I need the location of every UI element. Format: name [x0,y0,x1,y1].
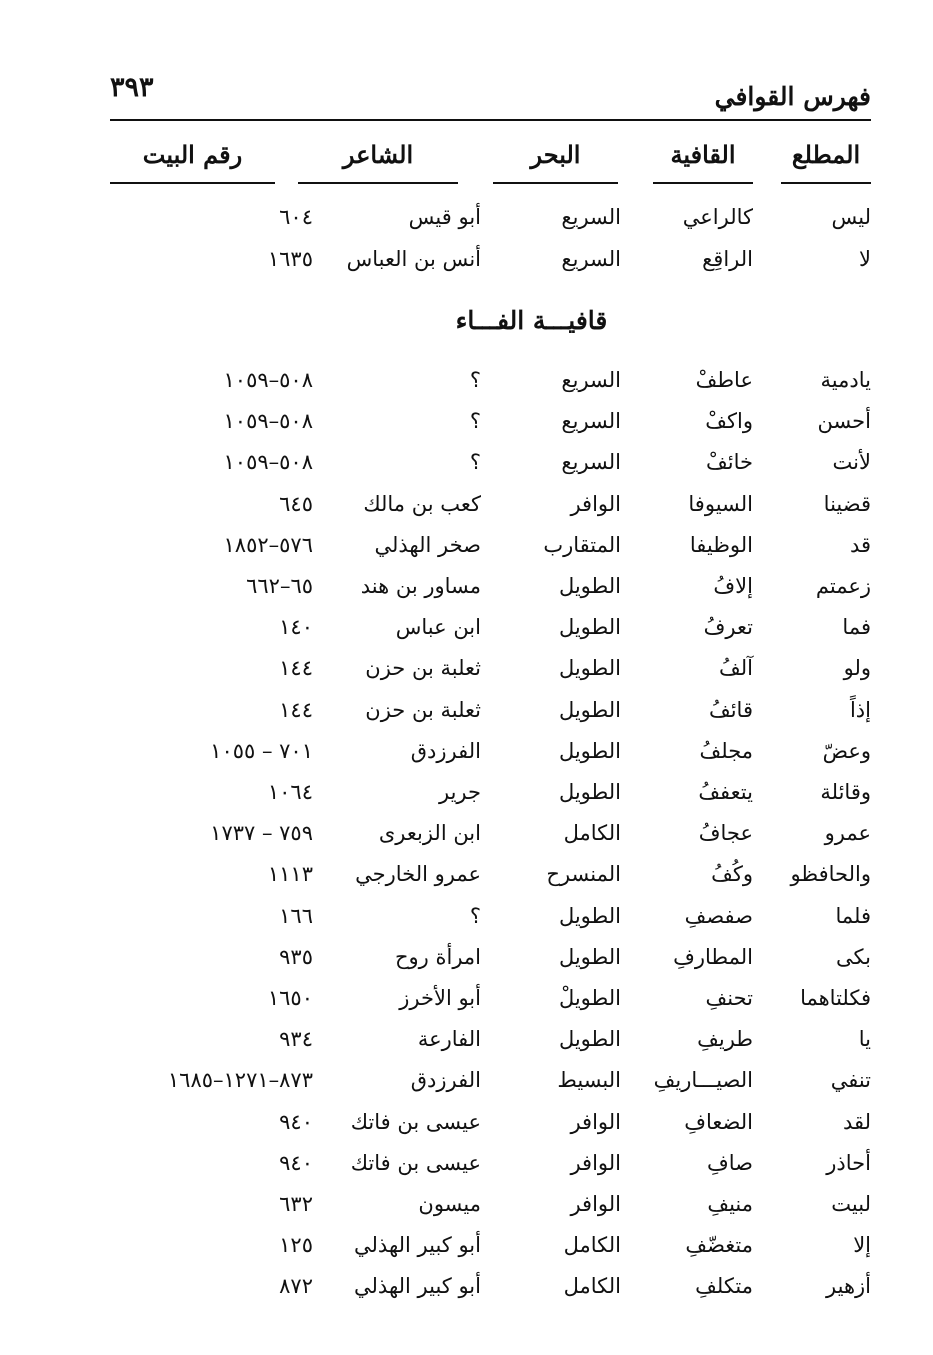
verse-number-cell: ٨٧٢ [279,1274,313,1299]
qafia-cell: خائفْ [706,450,753,475]
table-row [0,1068,933,1108]
qafia-cell: طريفِ [697,1027,753,1052]
bahr-cell: الطويل [558,615,621,640]
bahr-cell: الطويل [558,944,621,969]
poet-cell: صخر الهذلي [374,532,481,557]
table-row [0,739,933,779]
column-label: القافية [670,140,736,169]
poet-cell: ابن عباس [395,615,481,640]
poet-cell: عمرو الخارجي [355,862,481,887]
table-row [0,247,933,287]
column-header-bahr [493,140,618,169]
verse-number-cell: ٩٤٠ [279,1150,313,1175]
bahr-cell: الطويل [558,574,621,598]
table-row [0,821,933,861]
matla-cell: زعمتم [815,574,871,598]
section-title: قافيـــة الفـــاء [455,306,608,335]
matla-cell: أحسن [817,409,871,434]
poet-cell: عيسى بن فاتك [350,1109,481,1134]
bahr-cell: البسيط [557,1068,621,1093]
verse-number-cell: ١٤٤ [279,656,313,681]
verse-number-cell: ٦٥–٦٦٢ [246,574,313,598]
qafia-cell: قائفُ [708,697,753,722]
poet-cell: أنس بن العباس [346,247,481,271]
poet-cell: كعب بن مالك [363,491,481,516]
table-row [0,986,933,1026]
bahr-cell: السريع [561,450,621,475]
qafia-cell: صفصفِ [684,903,753,928]
verse-number-cell: ١٤٤ [279,697,313,722]
matla-cell: والحافظو [790,862,871,887]
verse-number-cell: ١٠٦٤ [267,780,313,804]
qafia-cell: إلافُ [713,574,753,598]
matla-cell: يادمية [820,368,871,392]
matla-cell: فكلتاهما [800,986,871,1010]
table-row [0,1027,933,1067]
matla-cell: قضينا [823,491,871,516]
qafia-cell: آلفُ [719,656,753,681]
verse-number-cell: ٩٤٠ [279,1109,313,1134]
table-row [0,533,933,573]
verse-number-cell: ٥٧٦–١٨٥٢ [223,532,313,557]
matla-cell: فلما [835,903,871,928]
table-row [0,492,933,532]
poet-cell: الفرزدق [410,1068,481,1093]
matla-cell: لقد [842,1109,871,1134]
verse-number-cell: ١١١٣ [267,862,313,887]
bahr-cell: الكامل [563,1233,621,1258]
table-row [0,615,933,655]
poet-cell: امرأة روح [394,944,481,969]
poet-cell: ابن الزبعرى [378,821,481,846]
poet-cell: ميسون [418,1192,481,1216]
matla-cell: تنفي [830,1068,871,1093]
table-row [0,205,933,245]
poet-cell: أبو قيس [408,205,481,229]
poet-cell: الفرزدق [410,738,481,763]
matla-cell: لبيت [831,1192,871,1216]
qafia-cell: السيوفا [688,491,753,516]
bahr-cell: الوافر [570,1109,621,1134]
column-underline [781,182,871,184]
table-row [0,904,933,944]
qafia-cell: متغضّفِ [685,1233,753,1258]
poet-cell: أبو الأخرز [399,986,481,1010]
matla-cell: يا [858,1027,871,1052]
table-row [0,368,933,408]
qafia-cell: تعرفُ [703,615,753,640]
table-row [0,698,933,738]
column-underline [653,182,753,184]
matla-cell: لا [859,247,871,271]
verse-number-cell: ٩٣٥ [279,944,313,969]
table-row [0,409,933,449]
verse-number-cell: ٥٠٨–١٠٥٩ [223,450,313,475]
table-row [0,1151,933,1191]
matla-cell: فما [842,615,871,640]
poet-cell: ثعلبة بن حزن [365,656,481,681]
qafia-cell: الراقِع [702,247,753,271]
matla-cell: إلا [853,1233,871,1258]
column-label: البحر [530,140,581,169]
poet-cell: ؟ [469,450,481,475]
table-row [0,1274,933,1314]
verse-number-cell: ٥٠٨–١٠٥٩ [223,409,313,434]
qafia-cell: الصيـــاريفِ [653,1068,753,1093]
bahr-cell: الكامل [563,821,621,846]
matla-cell: عمرو [824,821,871,846]
table-row [0,780,933,820]
column-header-shaer [298,140,458,169]
matla-cell: ليس [831,205,871,229]
bahr-cell: السريع [561,409,621,434]
qafia-cell: مجلفُ [699,738,753,763]
matla-cell: وقائلة [820,780,871,804]
qafia-cell: الضعافِ [684,1109,753,1134]
bahr-cell: الوافر [570,1192,621,1216]
column-underline [298,182,458,184]
verse-number-cell: ١٢٥ [279,1233,313,1258]
column-label: المطلع [791,140,861,169]
matla-cell: ولو [843,656,871,681]
verse-number-cell: ٨٧٣–١٢٧١–١٦٨٥ [167,1068,313,1093]
poet-cell: مساور بن هند [360,574,481,598]
verse-number-cell: ١٦٦ [279,903,313,928]
verse-number-cell: ١٦٣٥ [267,247,313,271]
qafia-cell: متكلفِ [695,1274,753,1299]
verse-number-cell: ١٤٠ [279,615,313,640]
bahr-cell: السريع [561,247,621,271]
matla-cell: قد [849,532,871,557]
bahr-cell: الطويل [558,697,621,722]
matla-cell: لأنت [832,450,871,475]
qafia-cell: عجافُ [698,821,753,846]
bahr-cell: الوافر [570,1150,621,1175]
verse-number-cell: ٥٠٨–١٠٥٩ [223,368,313,392]
verse-number-cell: ٧٥٩ – ١٧٣٧ [210,821,313,846]
table-row [0,945,933,985]
qafia-cell: صافِ [707,1150,753,1175]
table-row [0,574,933,614]
bahr-cell: المتقارب [543,532,621,557]
verse-number-cell: ٦٠٤ [279,205,313,229]
table-row [0,1192,933,1232]
qafia-cell: منيفِ [707,1192,753,1216]
matla-cell: إذاً [849,697,871,722]
column-header-qafia [653,140,753,169]
column-header-raqm [110,140,275,169]
bahr-cell: الطويل [558,1027,621,1052]
page-title: فهرس القوافي [714,82,871,111]
bahr-cell: السريع [561,205,621,229]
qafia-cell: عاطفْ [695,368,753,392]
bahr-cell: الوافر [570,491,621,516]
poet-cell: جرير [439,780,481,804]
poet-cell: أبو كبير الهذلي [354,1274,481,1299]
qafia-cell: تحنفِ [705,986,753,1010]
column-underline [493,182,618,184]
poet-cell: ؟ [469,903,481,928]
verse-number-cell: ٩٣٤ [279,1027,313,1052]
poet-cell: أبو كبير الهذلي [354,1233,481,1258]
table-row [0,1110,933,1150]
verse-number-cell: ٦٤٥ [279,491,313,516]
qafia-cell: المطارفِ [673,944,753,969]
qafia-cell: وكُفُ [711,862,753,887]
page-number: ٣٩٣ [110,72,154,103]
table-row [0,1233,933,1273]
poet-cell: ثعلبة بن حزن [365,697,481,722]
bahr-cell: المنسرح [546,862,621,887]
column-underline [110,182,275,184]
matla-cell: أزهير [826,1274,871,1299]
verse-number-cell: ١٦٥٠ [267,986,313,1010]
verse-number-cell: ٦٣٢ [279,1192,313,1216]
table-row [0,862,933,902]
column-header-matla [781,140,871,169]
page-header [110,68,871,118]
column-label: رقم البيت [142,140,243,169]
qafia-cell: يتعففُ [698,780,753,804]
poet-cell: عيسى بن فاتك [350,1150,481,1175]
table-row [0,656,933,696]
qafia-cell: كالراعي [682,205,753,229]
verse-number-cell: ٧٠١ – ١٠٥٥ [210,738,313,763]
qafia-cell: الوظيفا [689,532,753,557]
poet-cell: الفارعة [417,1027,481,1052]
header-divider [110,119,871,121]
bahr-cell: الطويلْ [558,986,621,1010]
matla-cell: أحاذر [826,1150,871,1175]
column-label: الشاعر [342,140,414,169]
bahr-cell: الطويل [558,780,621,804]
bahr-cell: الطويل [558,656,621,681]
bahr-cell: الكامل [563,1274,621,1299]
poet-cell: ؟ [469,409,481,434]
bahr-cell: الطويل [558,903,621,928]
matla-cell: وعضّ [822,738,871,763]
qafia-cell: واكفْ [705,409,753,434]
poet-cell: ؟ [469,368,481,392]
bahr-cell: الطويل [558,738,621,763]
table-row [0,450,933,490]
matla-cell: بكى [836,944,871,969]
bahr-cell: السريع [561,368,621,392]
